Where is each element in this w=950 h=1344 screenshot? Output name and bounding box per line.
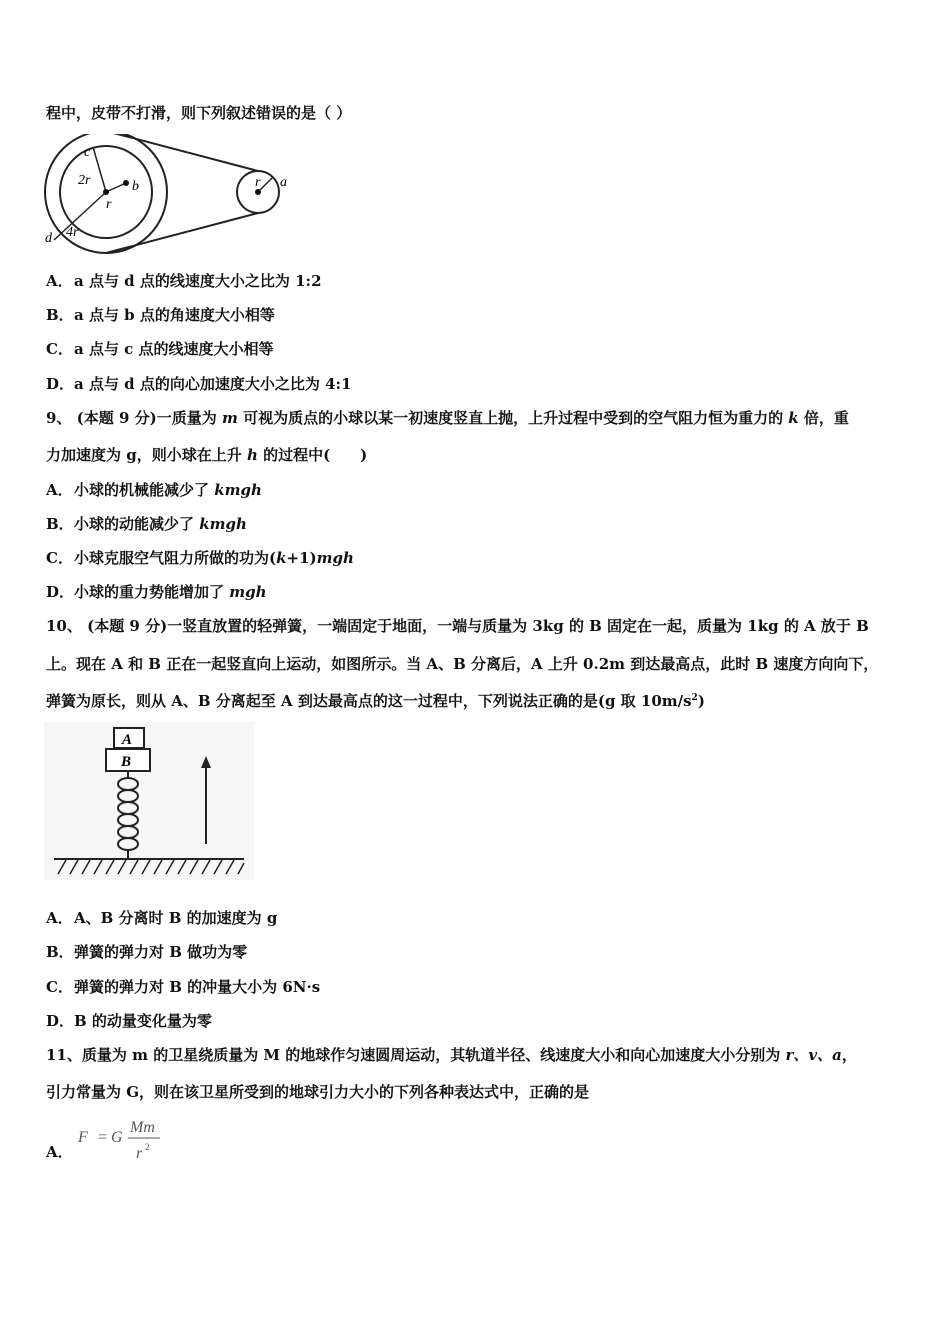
q9-option-b: B．小球的动能减少了 kmgh (46, 515, 247, 533)
q10-stem-line3: 弹簧为原长，则从 A、B 分离起至 A 到达最高点的这一过程中，下列说法正确的是(g 取 $10m/s^2$) (46, 692, 705, 710)
label-c: c (84, 145, 91, 160)
formula-denominator: r (136, 1145, 143, 1162)
q8-option-d: D．a 点与 d 点的向心加速度大小之比为 4:1 (46, 375, 352, 393)
formula-lhs: F (78, 1129, 88, 1146)
formula-numerator: Mm (130, 1119, 155, 1136)
q10-option-b: B．弹簧的弹力对 B 做功为零 (46, 943, 248, 961)
q9-stem-line2: 力加速度为 g，则小球在上升 h 的过程中( ) (46, 446, 368, 464)
q9-stem-line1: 9、 (本题 9 分)一质量为 m 可视为质点的小球以某一初速度竖直上抛，上升过程中受到的空气阻力恒为重力的 k 倍，重 (46, 409, 849, 427)
q10-stem-line2: 上。现在 A 和 B 正在一起竖直向上运动，如图所示。当 A、B 分离后，A 上升 0.2m 到达最高点，此时 B 速度方向向下， (46, 655, 879, 673)
q9-option-c: C．小球克服空气阻力所做的功为(k+1)mgh (46, 549, 354, 567)
q10-option-d: D．B 的动量变化量为零 (46, 1012, 212, 1030)
q11-option-a-formula (78, 1116, 168, 1166)
spring-block-figure (44, 722, 254, 880)
formula-exponent: 2 (145, 1142, 150, 1152)
formula-g: G (111, 1129, 123, 1146)
label-2r: 2r (78, 173, 91, 188)
q11-stem-line1: 11、质量为 m 的卫星绕质量为 M 的地球作匀速圆周运动，其轨道半径、线速度大小和向心加速度大小分别为 r、v、a， (46, 1046, 857, 1064)
q10-option-a: A．A、B 分离时 B 的加速度为 g (46, 909, 278, 927)
label-a: a (280, 175, 287, 190)
block-a-label: A (122, 732, 133, 748)
q11-option-a-label: A． (46, 1143, 73, 1161)
q11-stem-line2: 引力常量为 G，则在该卫星所受到的地球引力大小的下列各种表达式中，正确的是 (46, 1083, 590, 1101)
block-b-label: B (121, 754, 132, 770)
q9-option-a: A．小球的机械能减少了 kmgh (46, 481, 262, 499)
label-d: d (45, 231, 52, 246)
formula-eq: = (98, 1129, 108, 1146)
q10-stem-line1: 10、 (本题 9 分)一竖直放置的轻弹簧，一端固定于地面，一端与质量为 3kg 的 B 固定在一起，质量为 1kg 的 A 放于 B (46, 617, 869, 635)
pulley-belt-figure (40, 134, 300, 256)
label-r-small: r (255, 175, 261, 190)
label-4r: 4r (66, 225, 79, 240)
q9-option-d: D．小球的重力势能增加了 mgh (46, 583, 267, 601)
label-b: b (132, 179, 139, 194)
q8-option-a: A．a 点与 d 点的线速度大小之比为 1:2 (46, 272, 322, 290)
q8-option-b: B．a 点与 b 点的角速度大小相等 (46, 306, 275, 324)
q10-option-c: C．弹簧的弹力对 B 的冲量大小为 6N·s (46, 978, 321, 996)
label-r-inner: r (106, 197, 112, 212)
q8-option-c: C．a 点与 c 点的线速度大小相等 (46, 340, 274, 358)
question-intro: 程中，皮带不打滑，则下列叙述错误的是（ ） (46, 104, 352, 122)
